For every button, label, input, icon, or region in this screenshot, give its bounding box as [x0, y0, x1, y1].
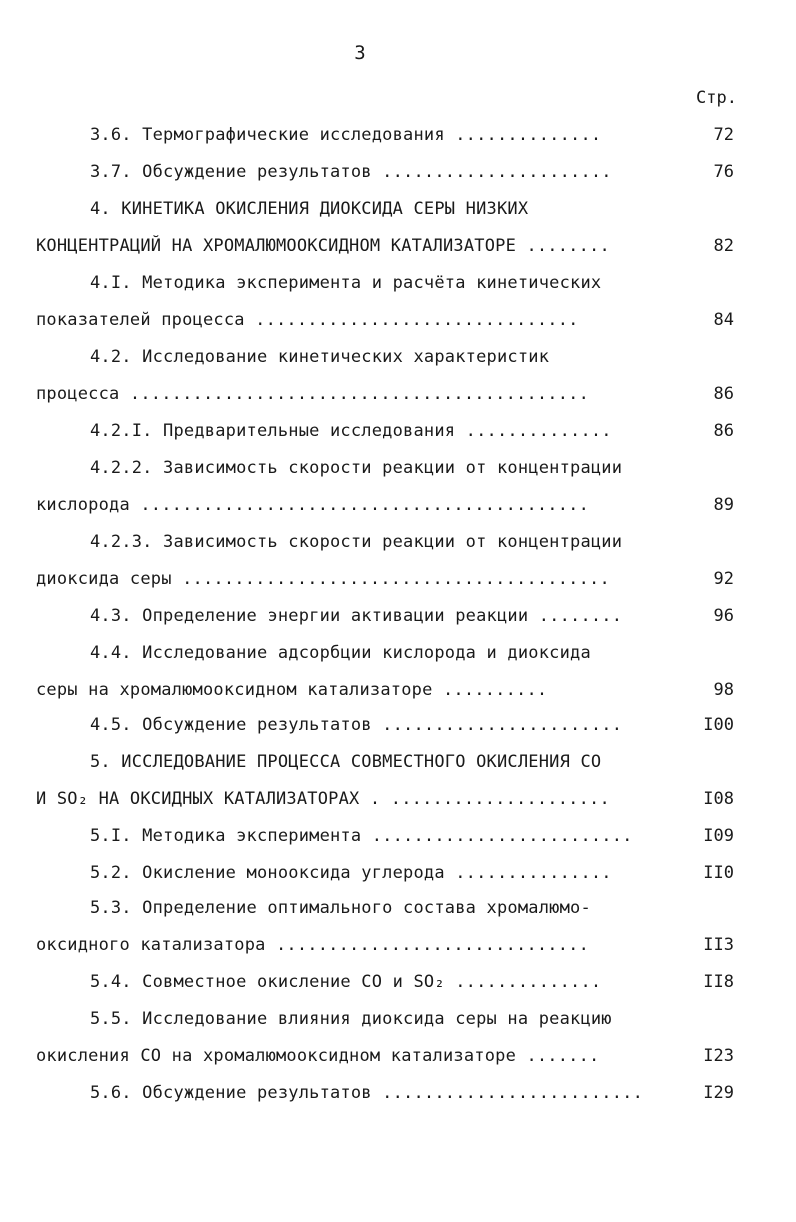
toc-entry-text: показателей процесса ...............................: [36, 310, 579, 330]
toc-entry-text: 5.3. Определение оптимального состава хромалюмо-: [90, 898, 591, 918]
toc-entry-page: 84: [713, 310, 734, 330]
page-column-header: Стр.: [696, 88, 737, 108]
toc-entry-page: 89: [713, 495, 734, 515]
toc-entry-text: 4.3. Определение энергии активации реакции ........: [90, 606, 623, 626]
toc-entry-text: И SO₂ НА ОКСИДНЫХ КАТАЛИЗАТОРАХ . .....................: [36, 789, 610, 809]
toc-entry-page: 76: [713, 162, 734, 182]
toc-entry-page: 82: [713, 236, 734, 256]
toc-entry-text: 5.5. Исследование влияния диоксида серы на реакцию: [90, 1009, 612, 1029]
toc-entry: [0, 752, 796, 782]
toc-entry-text: 4.2.2. Зависимость скорости реакции от концентрации: [90, 458, 623, 478]
toc-entry: [0, 125, 796, 155]
toc-entry-text: окисления CO на хромалюмооксидном катализаторе .......: [36, 1046, 600, 1066]
toc-entry-text: серы на хромалюмооксидном катализаторе ..........: [36, 680, 548, 700]
page-number: 3: [354, 42, 366, 64]
toc-entry: [0, 384, 796, 414]
toc-entry-text: 4.2. Исследование кинетических характеристик: [90, 347, 550, 367]
toc-entry-text: 4.2.3. Зависимость скорости реакции от концентрации: [90, 532, 623, 552]
toc-entry: [0, 863, 796, 893]
toc-entry: [0, 1083, 796, 1113]
toc-entry: [0, 826, 796, 856]
toc-entry: [0, 273, 796, 303]
toc-entry-text: процесса ............................................: [36, 384, 590, 404]
toc-entry-text: 5.6. Обсуждение результатов .........................: [90, 1083, 644, 1103]
toc-entry-page: I09: [703, 826, 734, 846]
toc-entry-text: 4. КИНЕТИКА ОКИСЛЕНИЯ ДИОКСИДА СЕРЫ НИЗКИХ: [90, 199, 529, 219]
toc-entry: [0, 643, 796, 673]
toc-entry-page: I23: [703, 1046, 734, 1066]
toc-entry-page: 96: [713, 606, 734, 626]
toc-entry-page: I29: [703, 1083, 734, 1103]
toc-entry: [0, 1009, 796, 1039]
toc-entry-text: 4.I. Методика эксперимента и расчёта кинетических: [90, 273, 602, 293]
toc-entry: [0, 789, 796, 819]
toc-entry-text: 4.2.I. Предварительные исследования ..............: [90, 421, 612, 441]
toc-entry: [0, 680, 796, 710]
toc-entry: [0, 458, 796, 488]
toc-entry: [0, 569, 796, 599]
toc-entry-page: II8: [703, 972, 734, 992]
toc-entry-text: кислорода ...........................................: [36, 495, 590, 515]
toc-entry-text: КОНЦЕНТРАЦИЙ НА ХРОМАЛЮМООКСИДНОМ КАТАЛИЗАТОРЕ ........: [36, 236, 610, 256]
toc-entry-page: 98: [713, 680, 734, 700]
toc-entry: [0, 495, 796, 525]
toc-entry-page: II3: [703, 935, 734, 955]
toc-entry: [0, 898, 796, 928]
toc-entry-page: 86: [713, 384, 734, 404]
toc-entry: [0, 347, 796, 377]
toc-entry-text: 5.I. Методика эксперимента .........................: [90, 826, 633, 846]
toc-entry: [0, 606, 796, 636]
toc-entry-page: I00: [703, 715, 734, 735]
toc-entry-text: 3.6. Термографические исследования ..............: [90, 125, 602, 145]
toc-entry-text: 5.4. Совместное окисление CO и SO₂ ..............: [90, 972, 602, 992]
toc-entry-text: 4.4. Исследование адсорбции кислорода и диоксида: [90, 643, 591, 663]
toc-entry-page: 92: [713, 569, 734, 589]
toc-entry: [0, 236, 796, 266]
toc-entry-text: 4.5. Обсуждение результатов .......................: [90, 715, 623, 735]
toc-entry: [0, 532, 796, 562]
toc-entry-text: 5. ИССЛЕДОВАНИЕ ПРОЦЕССА СОВМЕСТНОГО ОКИСЛЕНИЯ CO: [90, 752, 602, 772]
toc-entry-page: I08: [703, 789, 734, 809]
toc-entry: [0, 310, 796, 340]
toc-entry-text: 5.2. Окисление монооксида углерода ...............: [90, 863, 612, 883]
toc-entry: [0, 972, 796, 1002]
toc-entry-page: 72: [713, 125, 734, 145]
toc-entry-text: оксидного катализатора ..............................: [36, 935, 590, 955]
toc-entry-text: 3.7. Обсуждение результатов ......................: [90, 162, 612, 182]
toc-entry: [0, 421, 796, 451]
toc-entry-page: II0: [703, 863, 734, 883]
toc-entry-page: 86: [713, 421, 734, 441]
toc-entry: [0, 199, 796, 229]
toc-entry: [0, 715, 796, 745]
toc-entry: [0, 162, 796, 192]
toc-entry-text: диоксида серы .........................................: [36, 569, 610, 589]
toc-entry: [0, 935, 796, 965]
toc-entry: [0, 1046, 796, 1076]
